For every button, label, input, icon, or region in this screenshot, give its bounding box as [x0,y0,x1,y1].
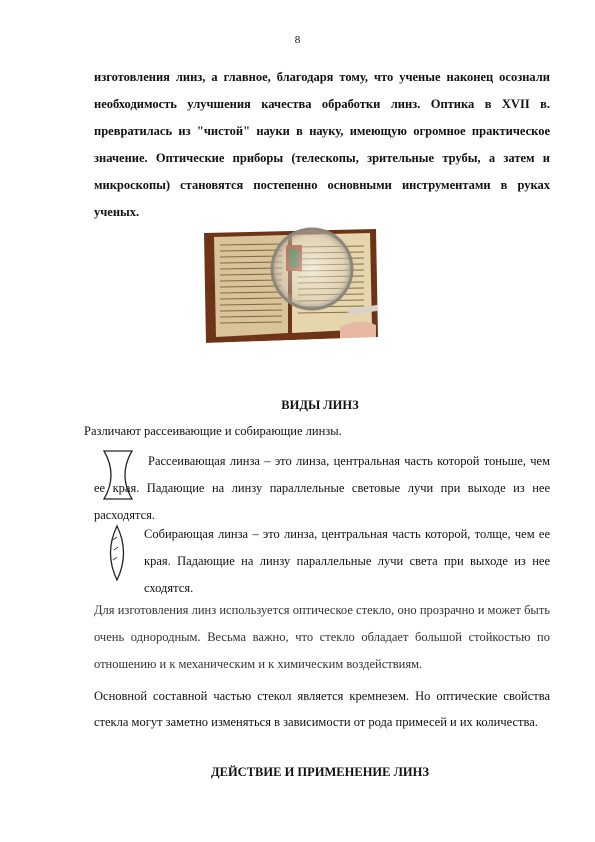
section-title-lens-types: ВИДЫ ЛИНЗ [281,398,359,412]
section-title-lens-action: ДЕЙСТВИЕ И ПРИМЕНЕНИЕ ЛИНЗ [211,765,429,779]
lens-types-intro: Различают рассеивающие и собирающие линзы. [84,424,342,438]
diverging-lens-definition [94,448,550,529]
diverging-lens-text: Рассеивающая линза – это линза, центральная часть которой тоньше, чем ее края. Падающие на линзу параллельные световые лучи при выходе из нее расходятся. [94,454,550,522]
converging-lens-definition [94,521,550,602]
converging-lens-text: Собирающая линза – это линза, центральная часть которой, толще, чем ее края. Падающие на линзу параллельные лучи света при выходе из нее сходятся. [144,527,550,595]
book-with-magnifying-glass-image [200,225,380,357]
optical-glass-paragraph: Для изготовления линз используется оптическое стекло, оно прозрачно и может быть очень однородным. Весьма важно, что стекло обладает большой стойкостью по отношению и к механическим и к химическим воздействиям. [94,603,550,671]
intro-paragraph: изготовления линз, а главное, благодаря тому, что ученые наконец осознали необходимость улучшения качества обработки линз. Оптика в XVII в. превратилась из "чистой" науки в науку, имеющую огромное практическое значение. Оптические приборы (телескопы, зрительные трубы, а затем и микроскопы) становятся постепенно основными инструментами в руках ученых. [94,70,550,219]
silica-paragraph: Основной составной частью стекол является кремнезем. Но оптические свойства стекла могут заметно изменяться в зависимости от рода примесей и их количества. [94,689,550,729]
page-number: 8 [294,34,301,46]
